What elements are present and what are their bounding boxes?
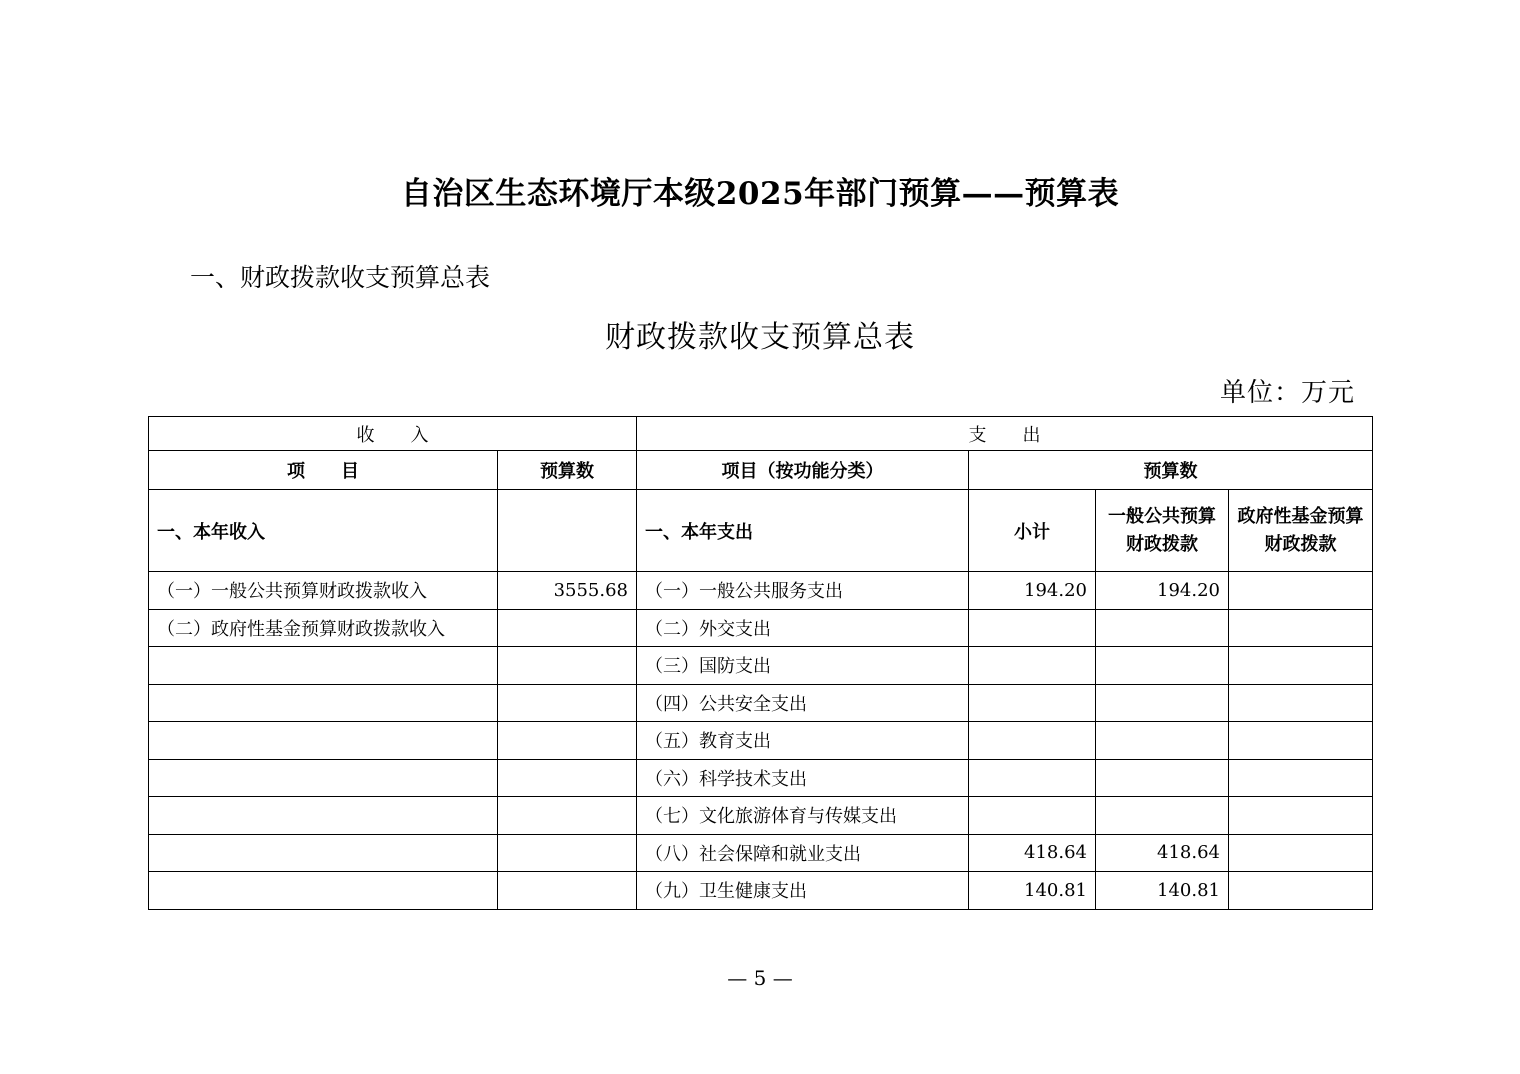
income-value-cell: 3555.68 <box>498 572 637 610</box>
item-by-function-header: 项目（按功能分类） <box>637 451 969 490</box>
general-public-cell <box>1096 684 1229 722</box>
general-public-cell <box>1096 722 1229 760</box>
budget-table <box>148 416 1373 910</box>
income-value-cell <box>498 609 637 647</box>
expense-section-label: 一、本年支出 <box>637 490 969 572</box>
income-value-cell <box>498 684 637 722</box>
gov-fund-cell <box>1229 609 1373 647</box>
general-public-cell: 194.20 <box>1096 572 1229 610</box>
income-section-value <box>498 490 637 572</box>
income-item-cell <box>149 647 498 685</box>
table-row <box>149 572 1373 610</box>
general-public-cell <box>1096 609 1229 647</box>
expense-item-cell: （九）卫生健康支出 <box>637 872 969 910</box>
general-public-cell: 418.64 <box>1096 834 1229 872</box>
general-public-cell: 140.81 <box>1096 872 1229 910</box>
income-header: 收 入 <box>149 417 637 451</box>
section-row <box>149 490 1373 572</box>
gov-fund-cell <box>1229 722 1373 760</box>
income-item-cell <box>149 684 498 722</box>
gov-fund-header: 政府性基金预算财政拨款 <box>1229 490 1373 572</box>
general-public-cell <box>1096 759 1229 797</box>
subtotal-cell <box>969 684 1096 722</box>
table-row <box>149 684 1373 722</box>
table-row <box>149 797 1373 835</box>
general-public-cell <box>1096 647 1229 685</box>
income-section-label: 一、本年收入 <box>149 490 498 572</box>
budget-expense-header: 预算数 <box>969 451 1373 490</box>
income-value-cell <box>498 872 637 910</box>
expense-item-cell: （一）一般公共服务支出 <box>637 572 969 610</box>
subtotal-cell <box>969 609 1096 647</box>
table-row <box>149 647 1373 685</box>
subtotal-header: 小计 <box>969 490 1096 572</box>
gov-fund-cell <box>1229 759 1373 797</box>
section-heading: 一、财政拨款收支预算总表 <box>190 263 491 292</box>
table-row <box>149 609 1373 647</box>
header-row-middle <box>149 451 1373 490</box>
subtotal-cell <box>969 647 1096 685</box>
subtotal-cell <box>969 759 1096 797</box>
subtotal-cell <box>969 797 1096 835</box>
income-value-cell <box>498 759 637 797</box>
subtotal-cell: 194.20 <box>969 572 1096 610</box>
income-item-cell <box>149 759 498 797</box>
table-row <box>149 759 1373 797</box>
item-header: 项 目 <box>149 451 498 490</box>
expense-item-cell: （七）文化旅游体育与传媒支出 <box>637 797 969 835</box>
gov-fund-cell <box>1229 872 1373 910</box>
income-value-cell <box>498 797 637 835</box>
income-item-cell: （一）一般公共预算财政拨款收入 <box>149 572 498 610</box>
document-title: 自治区生态环境厅本级2025年部门预算——预算表 <box>400 176 1120 212</box>
subtotal-cell: 140.81 <box>969 872 1096 910</box>
income-item-cell <box>149 872 498 910</box>
gov-fund-cell <box>1229 572 1373 610</box>
income-value-cell <box>498 722 637 760</box>
gov-fund-cell <box>1229 834 1373 872</box>
expense-item-cell: （二）外交支出 <box>637 609 969 647</box>
income-item-cell: （二）政府性基金预算财政拨款收入 <box>149 609 498 647</box>
income-item-cell <box>149 722 498 760</box>
expense-item-cell: （四）公共安全支出 <box>637 684 969 722</box>
table-row <box>149 834 1373 872</box>
income-value-cell <box>498 647 637 685</box>
general-public-header: 一般公共预算财政拨款 <box>1096 490 1229 572</box>
gov-fund-cell <box>1229 647 1373 685</box>
expense-item-cell: （八）社会保障和就业支出 <box>637 834 969 872</box>
table-title: 财政拨款收支预算总表 <box>605 320 915 355</box>
expense-item-cell: （三）国防支出 <box>637 647 969 685</box>
table-row <box>149 872 1373 910</box>
expense-header: 支 出 <box>637 417 1373 451</box>
subtotal-cell <box>969 722 1096 760</box>
budget-header: 预算数 <box>498 451 637 490</box>
income-value-cell <box>498 834 637 872</box>
general-public-cell <box>1096 797 1229 835</box>
unit-label: 单位：万元 <box>1219 378 1355 408</box>
income-item-cell <box>149 834 498 872</box>
page-number: — 5 — <box>727 966 793 990</box>
header-row-top <box>149 417 1373 451</box>
gov-fund-cell <box>1229 797 1373 835</box>
expense-item-cell: （六）科学技术支出 <box>637 759 969 797</box>
table-row <box>149 722 1373 760</box>
expense-item-cell: （五）教育支出 <box>637 722 969 760</box>
income-item-cell <box>149 797 498 835</box>
gov-fund-cell <box>1229 684 1373 722</box>
subtotal-cell: 418.64 <box>969 834 1096 872</box>
